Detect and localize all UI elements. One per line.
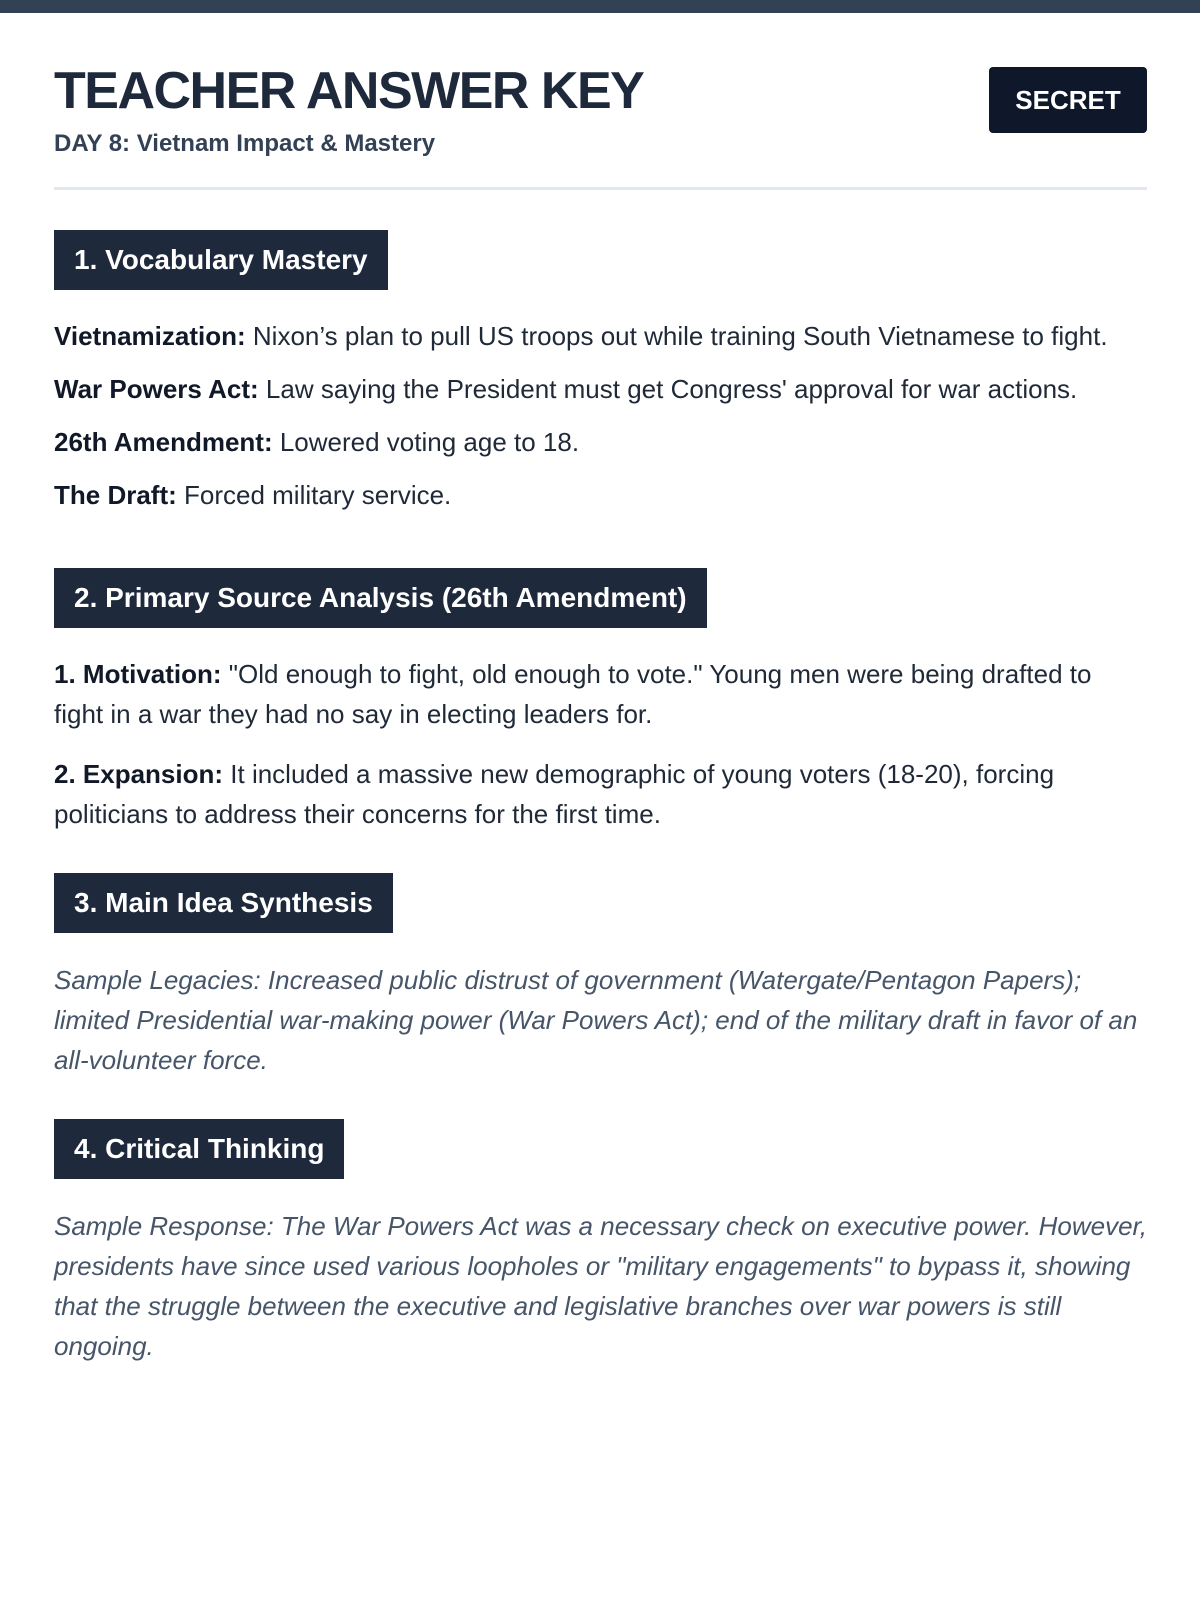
- sample-response: Sample Response: The War Powers Act was a necessary check on executive power. However, presidents have since used various loopholes or "military engagements" to bypass it, showing that the struggle between the executive and legislative branches over war powers is still ongoing.: [54, 1211, 1147, 1361]
- page-subtitle: DAY 8: Vietnam Impact & Mastery: [54, 130, 436, 157]
- top-accent-bar: [0, 0, 1200, 13]
- vocab-item: [54, 369, 1147, 409]
- analysis-text: "Old enough to fight, old enough to vote." Young men were being drafted to fight in a war they had no say in electing leaders for.: [54, 659, 1092, 729]
- vocab-item: [54, 475, 1147, 515]
- primary-source-section: [54, 568, 1147, 834]
- analysis-text: It included a massive new demographic of young voters (18-20), forcing politicians to address their concerns for the first time.: [54, 759, 1055, 829]
- section-heading-primary-source: 2. Primary Source Analysis (26th Amendment): [54, 568, 707, 628]
- section-heading-main-idea: 3. Main Idea Synthesis: [54, 873, 393, 933]
- vocab-item: [54, 422, 1147, 462]
- vocab-definition: Lowered voting age to 18.: [272, 427, 580, 457]
- analysis-item: [54, 754, 1147, 834]
- vocab-term: 26th Amendment:: [54, 427, 273, 457]
- analysis-label: 1. Motivation:: [54, 659, 222, 689]
- page-title: TEACHER ANSWER KEY: [54, 62, 644, 120]
- analysis-label: 2. Expansion:: [54, 759, 224, 789]
- vocab-item: [54, 316, 1147, 356]
- critical-thinking-section: [54, 1119, 1147, 1366]
- vocabulary-list: [54, 316, 1147, 515]
- main-idea-section: [54, 873, 1147, 1080]
- sample-legacies: Sample Legacies: Increased public distrust of government (Watergate/Pentagon Papers); limited Presidential war-making power (War Powers Act); end of the military draft in favor of an all-volunteer force.: [54, 965, 1138, 1075]
- vocab-definition: Law saying the President must get Congress' approval for war actions.: [258, 374, 1078, 404]
- section-heading-critical-thinking: 4. Critical Thinking: [54, 1119, 344, 1179]
- vocabulary-section: [54, 230, 1147, 515]
- vocab-definition: Nixon’s plan to pull US troops out while training South Vietnamese to fight.: [245, 321, 1108, 351]
- vocab-term: The Draft:: [54, 480, 177, 510]
- page-header: [54, 13, 1147, 190]
- answer-key-page: [54, 13, 1147, 1392]
- vocab-term: War Powers Act:: [54, 374, 259, 404]
- analysis-item: [54, 654, 1147, 734]
- analysis-list: [54, 654, 1147, 834]
- section-heading-vocabulary: 1. Vocabulary Mastery: [54, 230, 388, 290]
- vocab-definition: Forced military service.: [176, 480, 452, 510]
- vocab-term: Vietnamization:: [54, 321, 246, 351]
- secret-badge: SECRET: [989, 67, 1147, 133]
